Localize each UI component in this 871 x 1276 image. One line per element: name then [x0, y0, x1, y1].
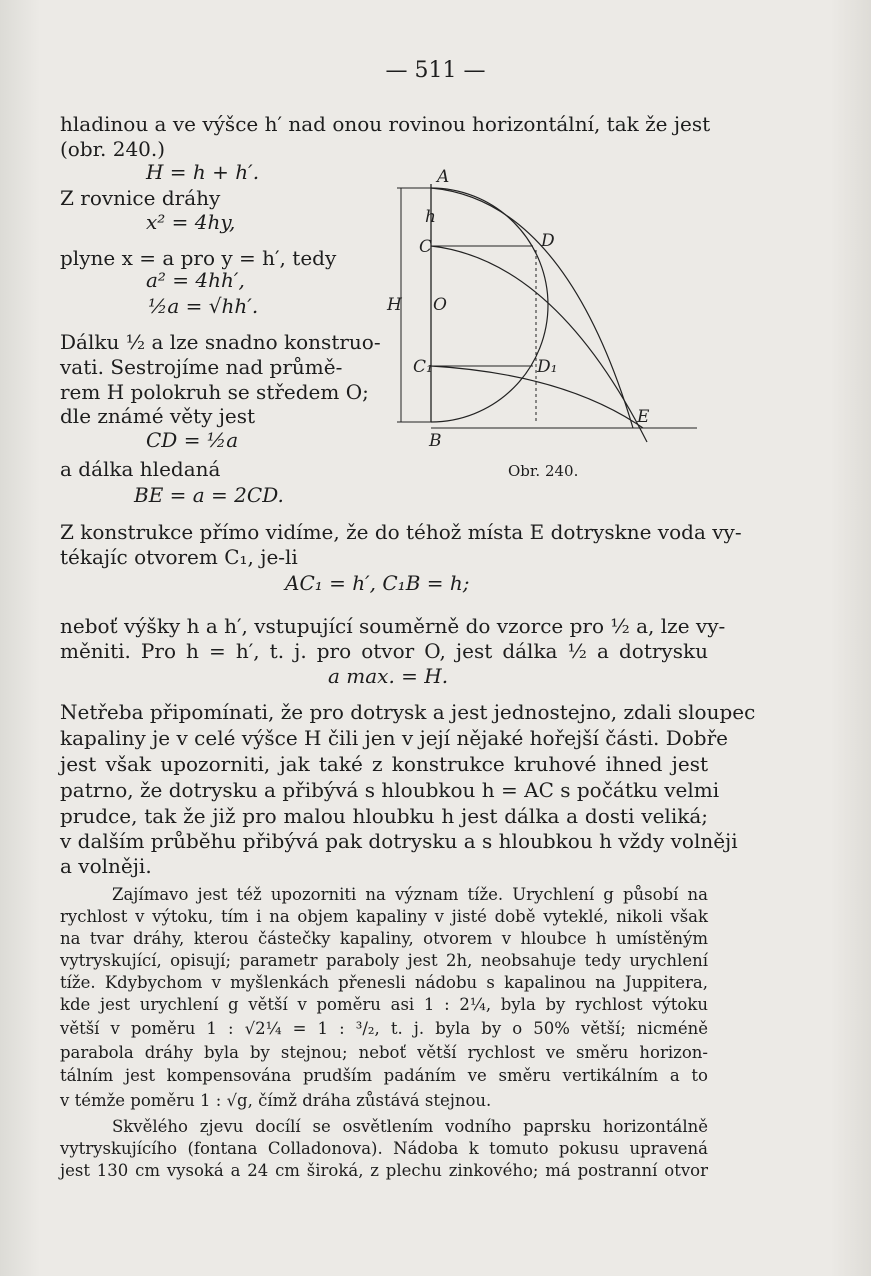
text-line: jest však upozorniti, jak také z konstrukce kruhové ihned jest [60, 752, 708, 776]
figure-240 [385, 160, 715, 490]
label-A: A [437, 167, 450, 187]
label-O: O [433, 295, 447, 315]
text-line: (obr. 240.) [60, 137, 166, 161]
text-line: Netřeba připomínati, že pro dotrysk a jest jednostejno, zdali sloupec [60, 700, 756, 724]
text-line: plyne x = a pro y = h′, tedy [60, 246, 337, 270]
text-line: Dálku ½ a lze snadno konstruo- [60, 330, 381, 354]
parabola-A [431, 188, 633, 428]
equation: x² = 4hy, [146, 210, 236, 234]
text-line: prudce, tak že již pro malou hloubku h jest dálka a dosti veliká; [60, 804, 708, 828]
text-line: Z rovnice dráhy [60, 186, 221, 210]
small-text-line: větší v poměru 1 : √2¼ = 1 : ³/₂, t. j. byla by o 50% větší; nicméně [60, 1019, 708, 1038]
small-text-line: kde jest urychlení g větší v poměru asi 1 : 2¼, byla by rychlost výtoku [60, 995, 708, 1014]
text-line: patrno, že dotrysku a přibývá s hloubkou h = AC s počátku velmi [60, 778, 720, 802]
label-C: C [419, 237, 433, 257]
text-line: dle známé věty jest [60, 404, 256, 428]
label-B: B [429, 431, 442, 451]
equation: AC₁ = h′, C₁B = h; [285, 571, 470, 595]
label-H: H [387, 295, 402, 315]
text-line: v dalším průběhu přibývá pak dotrysku a s hloubkou h vždy volněji [60, 829, 738, 853]
text-line: měniti. Pro h = h′, t. j. pro otvor O, jest dálka ½ a dotrysku [60, 639, 708, 663]
semicircle [431, 188, 548, 422]
equation: ½a = √hh′. [148, 294, 259, 318]
equation: BE = a = 2CD. [134, 483, 284, 507]
small-text-line: tálním jest kompensována prudším padáním ve směru vertikálním a to [60, 1066, 708, 1085]
text-line: hladinou a ve výšce h′ nad onou rovinou horizontální, tak že jest [60, 112, 711, 136]
text-line: a volněji. [60, 854, 152, 878]
text-line: a dálka hledaná [60, 457, 221, 481]
small-text-line: tíže. Kdybychom v myšlenkách přenesli nádobu s kapalinou na Juppitera, [60, 973, 708, 992]
equation: a max. = H. [328, 664, 449, 688]
parabola-C [431, 246, 647, 442]
small-text-line: rychlost v výtoku, tím i na objem kapaliny v jisté době vyteklé, nikoli však [60, 907, 708, 926]
small-text-line: Zajímavo jest též upozorniti na význam tíže. Urychlení g působí na [112, 885, 708, 904]
label-D1: D₁ [537, 357, 558, 377]
small-text-line: v témže poměru 1 : √g, čímž dráha zůstává stejnou. [60, 1091, 492, 1110]
figure-caption: Obr. 240. [508, 462, 579, 480]
page-number: — 511 — [385, 58, 486, 83]
small-text-line: vytryskující, opisují; parametr paraboly jest 2h, neobsahuje tedy urychlení [60, 951, 708, 970]
text-line: Z konstrukce přímo vidíme, že do téhož místa E dotryskne voda vy- [60, 520, 742, 544]
text-line: vati. Sestrojíme nad průmě- [60, 355, 343, 379]
text-line: kapaliny je v celé výšce H čili jen v její nějaké hořejší části. Dobře [60, 726, 729, 750]
text-line: rem H polokruh se středem O; [60, 380, 369, 404]
small-text-line: Skvělého zjevu docílí se osvětlením vodního paprsku horizontálně [112, 1117, 708, 1136]
small-text-line: parabola dráhy byla by stejnou; neboť větší rychlost ve směru horizon- [60, 1043, 708, 1062]
text-line: neboť výšky h a h′, vstupující souměrně do vzorce pro ½ a, lze vy- [60, 614, 726, 638]
label-C1: C₁ [413, 357, 433, 377]
equation: a² = 4hh′, [146, 268, 245, 292]
text-line: tékajíc otvorem C₁, je-li [60, 545, 298, 569]
label-h: h [425, 207, 436, 227]
small-text-line: jest 130 cm vysoká a 24 cm široká, z plechu zinkového; má postranní otvor [60, 1161, 708, 1180]
small-text-line: na tvar dráhy, kterou částečky kapaliny, otvorem v hloubce h umístěným [60, 929, 708, 948]
equation: H = h + h′. [146, 160, 260, 184]
label-E: E [637, 407, 650, 427]
small-text-line: vytryskujícího (fontana Colladonova). Nádoba k tomuto pokusu upravená [60, 1139, 708, 1158]
label-D: D [541, 231, 555, 251]
equation: CD = ½a [146, 428, 239, 452]
